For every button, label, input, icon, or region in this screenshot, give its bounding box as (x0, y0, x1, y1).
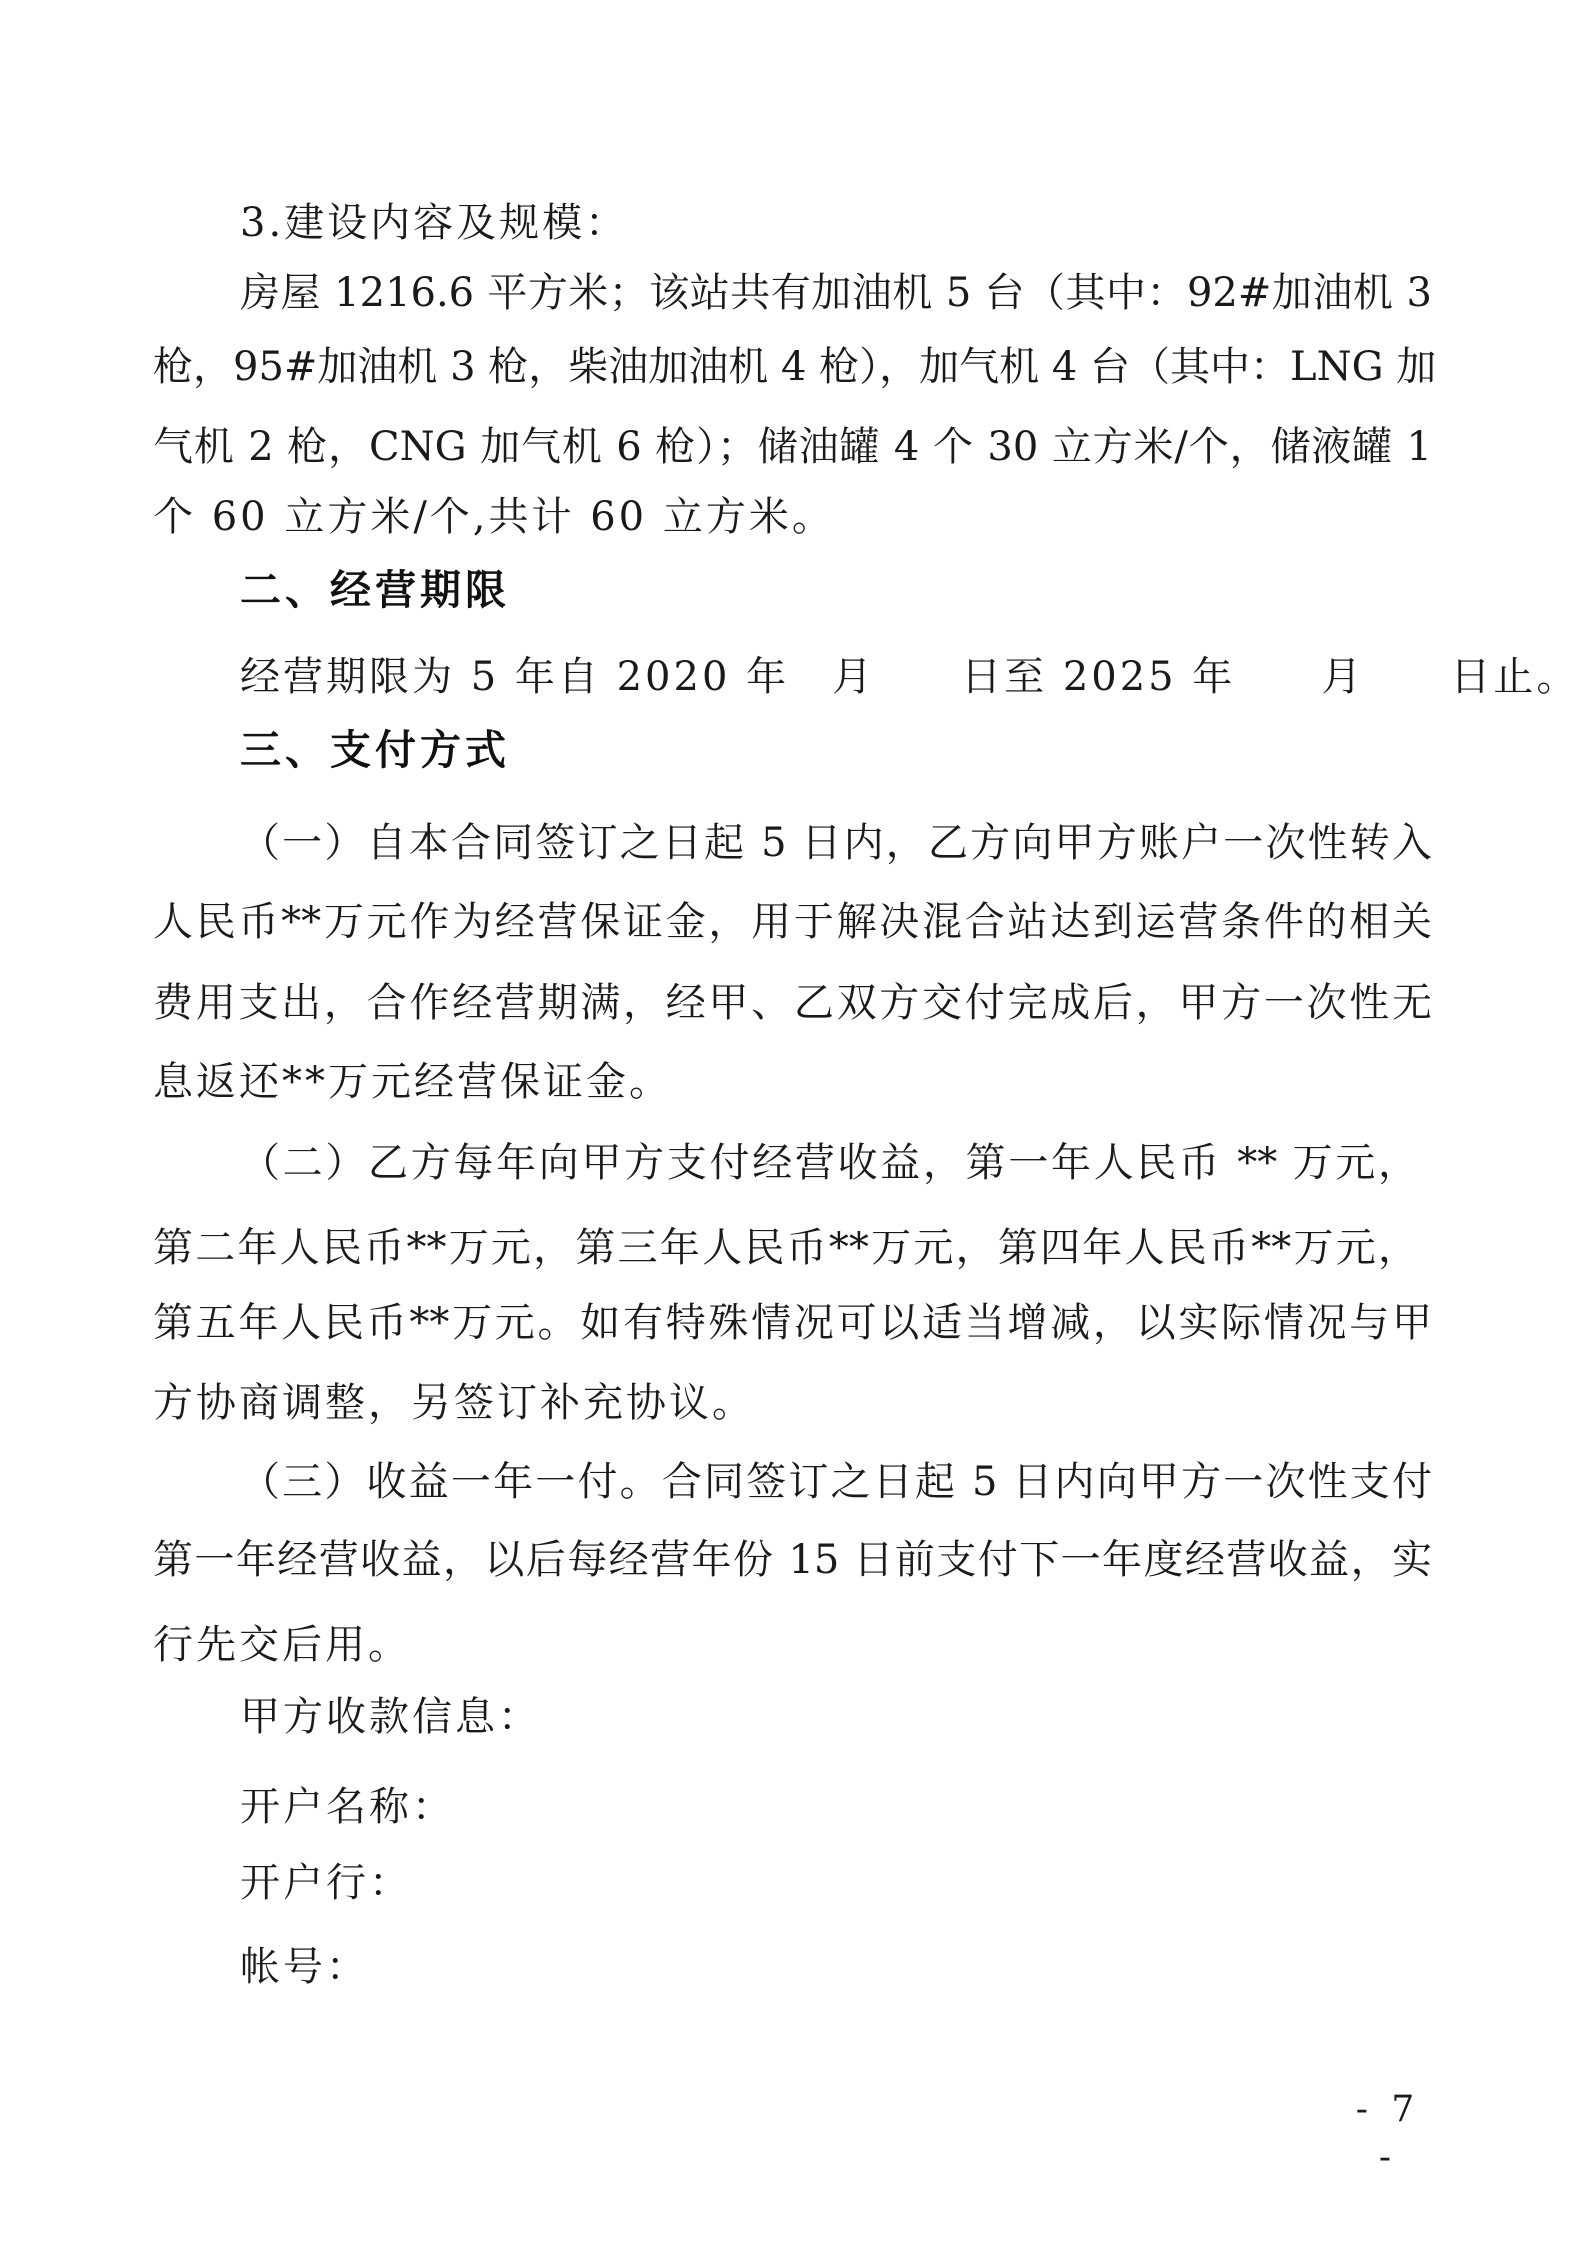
paragraph-line: 枪，95#加油机 3 枪，柴油加油机 4 枪），加气机 4 台（其中：LNG 加 (153, 344, 1437, 390)
clause-2-line: （二）乙方每年向甲方支付经营收益，第一年人民币 ** 万元， (240, 1140, 1418, 1186)
paragraph-line: 个 60 立方米/个,共计 60 立方米。 (153, 494, 835, 540)
clause-2-line: 第五年人民币**万元。如有特殊情况可以适当增减，以实际情况与甲 (153, 1300, 1432, 1346)
bank-label: 开户行： (240, 1860, 412, 1906)
clause-3-line: 行先交后用。 (153, 1622, 411, 1668)
account-name-label: 开户名称： (240, 1784, 455, 1830)
clause-3-line: 第一年经营收益，以后每经营年份 15 日前支付下一年度经营收益，实 (153, 1537, 1432, 1583)
page-number: - 7 - (1355, 2089, 1421, 2178)
clause-1-line: 息返还**万元经营保证金。 (153, 1059, 672, 1105)
clause-2-line: 方协商调整，另签订补充协议。 (153, 1380, 755, 1426)
account-number-label: 帐号： (240, 1944, 369, 1990)
clause-2-line: 第二年人民币**万元，第三年人民币**万元，第四年人民币**万元， (153, 1225, 1418, 1271)
paragraph-line: 气机 2 枪，CNG 加气机 6 枪）；储油罐 4 个 30 立方米/个，储液罐 1 (153, 424, 1432, 470)
section-heading-payment-method: 三、支付方式 (240, 726, 510, 774)
subsection-title-construction-scale: 3.建设内容及规模： (240, 200, 629, 246)
paragraph-line: 房屋 1216.6 平方米；该站共有加油机 5 台（其中：92#加油机 3 (240, 270, 1432, 316)
payee-info-title: 甲方收款信息： (240, 1694, 541, 1740)
clause-1-line: （一）自本合同签订之日起 5 日内，乙方向甲方账户一次性转入 (240, 820, 1432, 866)
section-heading-operating-period: 二、经营期限 (240, 566, 510, 614)
operating-period-text: 经营期限为 5 年自 2020 年 月 日至 2025 年 月 日止。 (240, 654, 1580, 700)
clause-1-line: 费用支出，合作经营期满，经甲、乙双方交付完成后，甲方一次性无 (153, 980, 1432, 1026)
clause-3-line: （三）收益一年一付。合同签订之日起 5 日内向甲方一次性支付 (240, 1459, 1432, 1505)
clause-1-line: 人民币**万元作为经营保证金，用于解决混合站达到运营条件的相关 (153, 899, 1432, 945)
